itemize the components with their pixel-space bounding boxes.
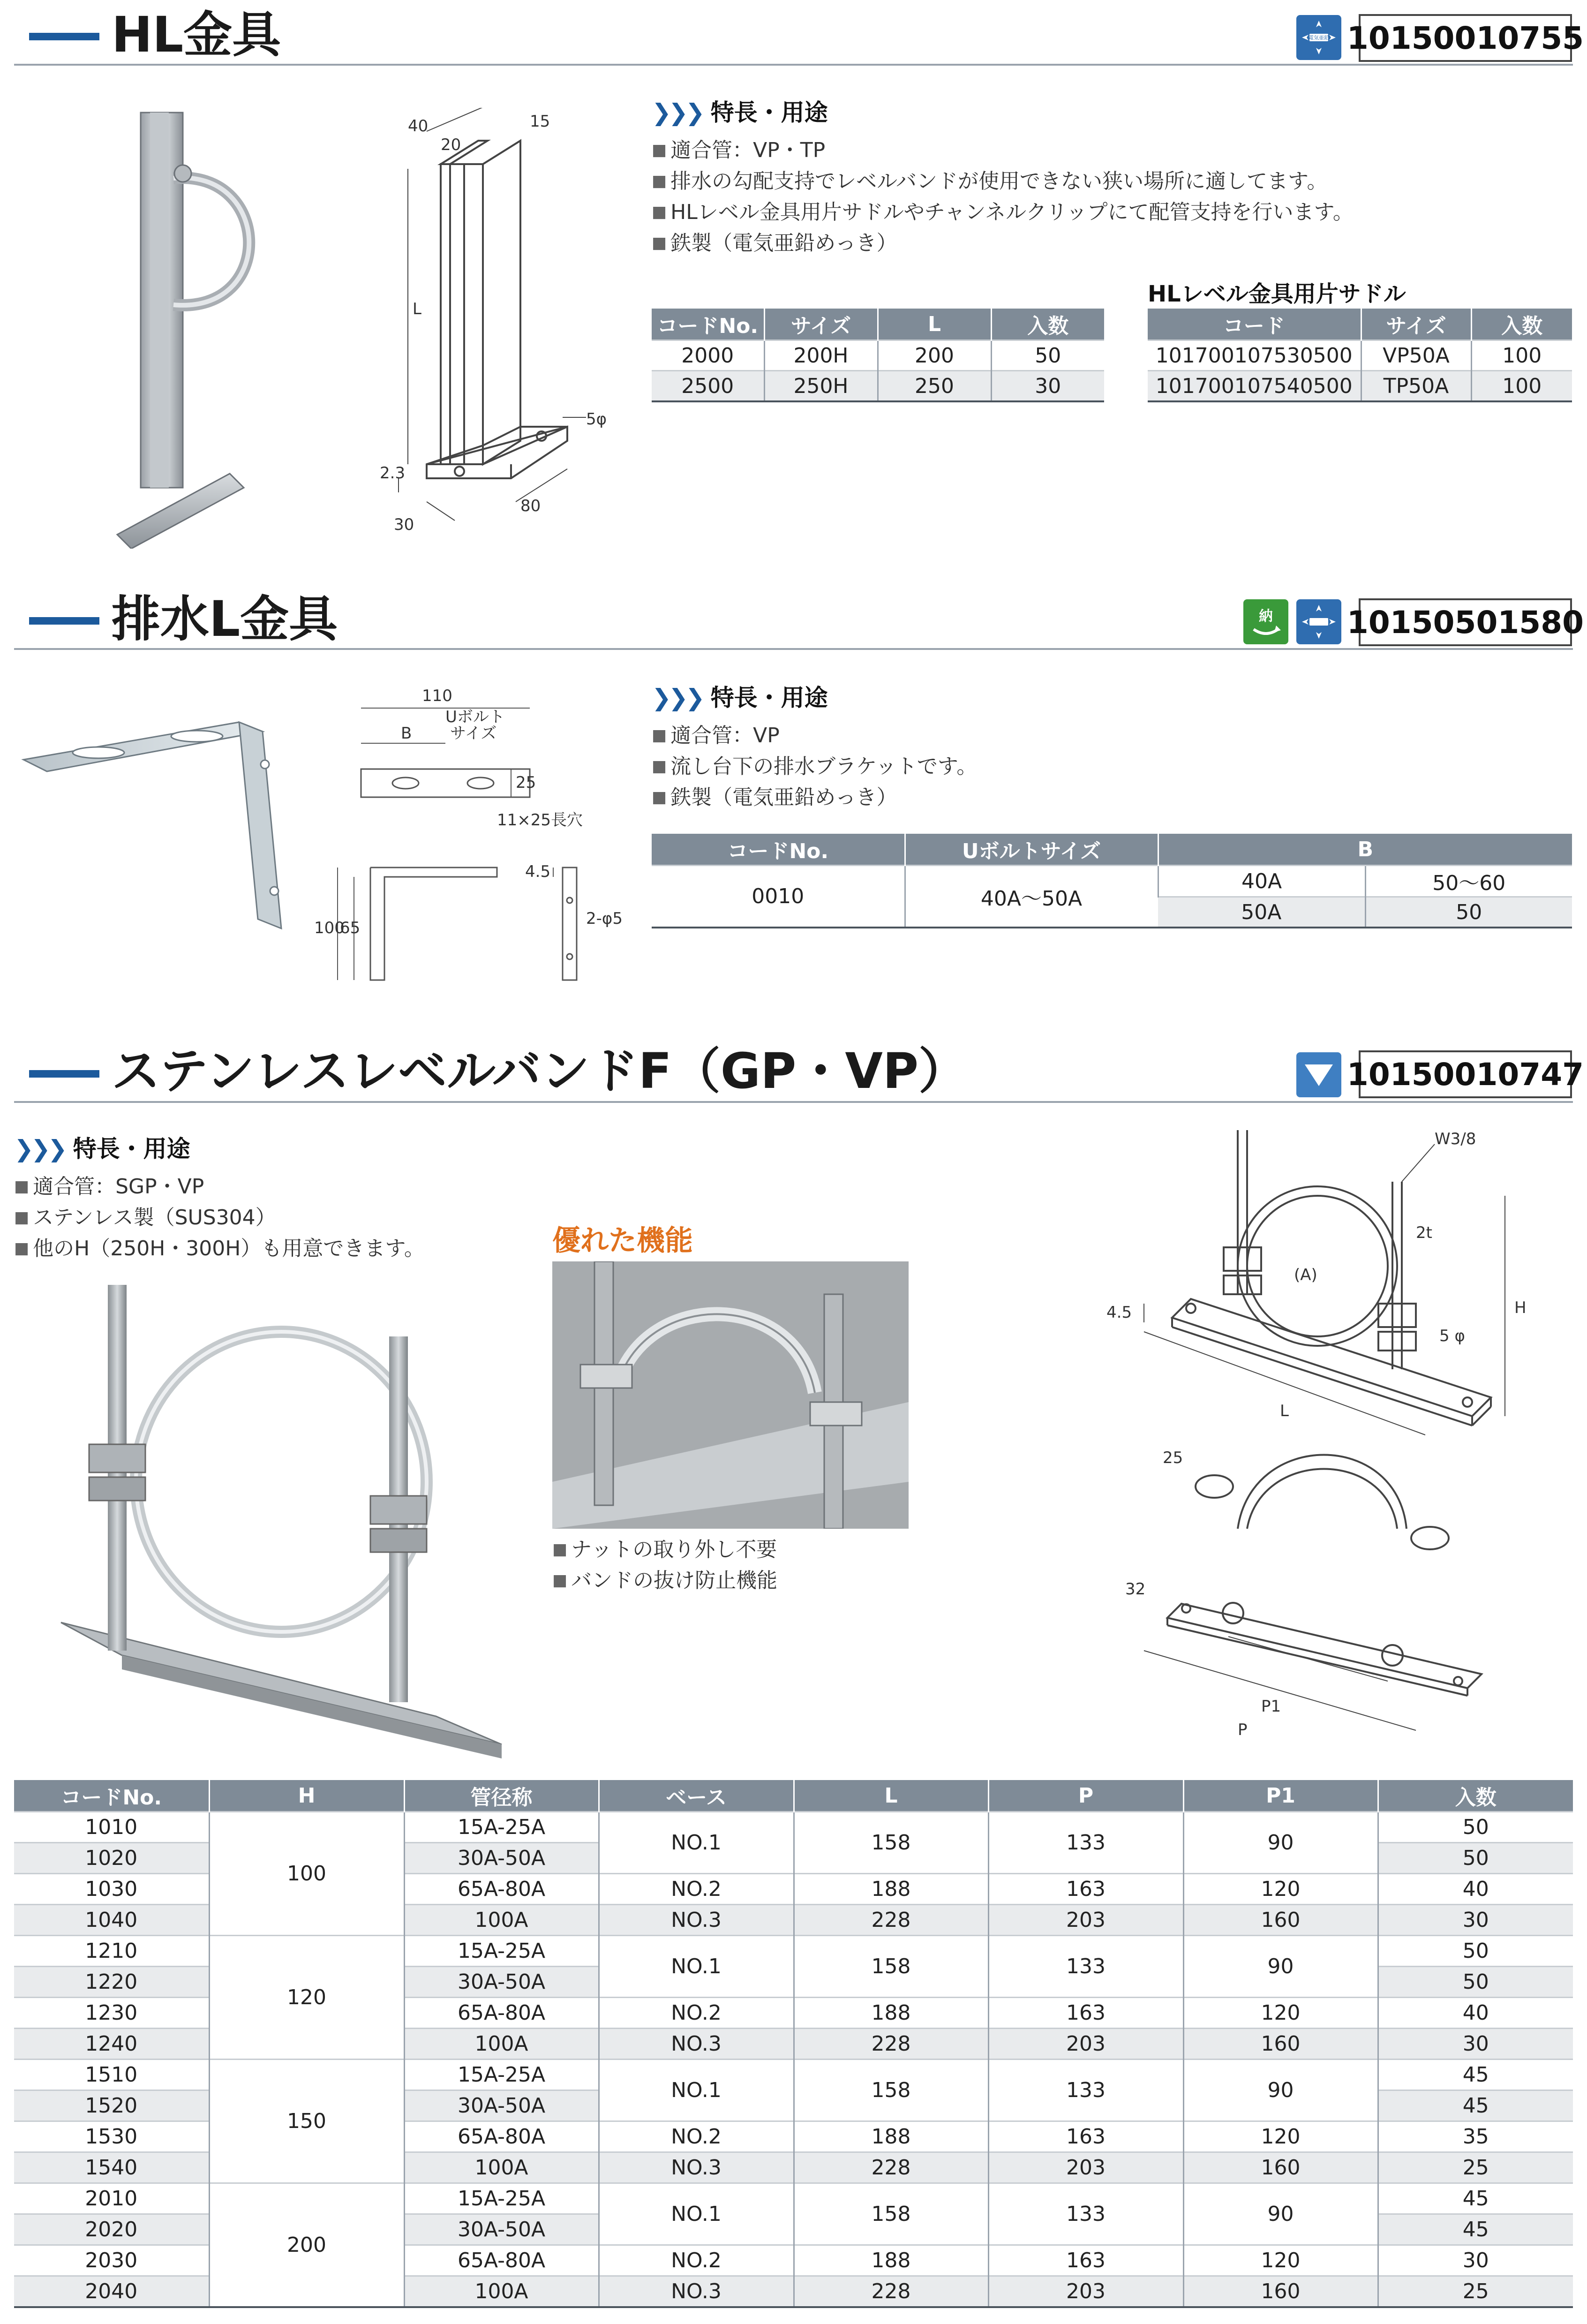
table-row: 2010 200 15A-25A NO.1 158 133 90 45 bbox=[14, 2183, 1573, 2214]
features-heading: ❯❯❯ 特長・用途 bbox=[652, 684, 828, 711]
dim-label: 30 bbox=[394, 515, 414, 534]
electro-galvanized-icon bbox=[1296, 599, 1341, 644]
col-header: L bbox=[794, 1780, 988, 1812]
table-row: 1540 100A NO.3 228 203 160 25 bbox=[14, 2152, 1573, 2183]
section-divider bbox=[14, 648, 1573, 650]
section-title: HL金具 bbox=[112, 6, 281, 63]
col-header: H bbox=[209, 1780, 404, 1812]
svg-text:納: 納 bbox=[1259, 608, 1273, 625]
section-bar bbox=[29, 33, 99, 40]
col-header: コードNo. bbox=[652, 309, 764, 340]
col-header: ベース bbox=[599, 1780, 794, 1812]
dim-label: P1 bbox=[1261, 1697, 1281, 1716]
table-row: 2020 30A-50A 45 bbox=[14, 2214, 1573, 2245]
table-row: 1230 65A-80A NO.2 188 163 120 40 bbox=[14, 1998, 1573, 2029]
level-band-spec-table bbox=[14, 1780, 1573, 2308]
chevron-icon: ❯❯❯ bbox=[14, 1135, 65, 1162]
product-code: 10150501580 bbox=[1359, 598, 1572, 646]
dim-label: Uボルト bbox=[445, 708, 505, 726]
dim-label: 4.5 bbox=[1106, 1303, 1132, 1322]
features-heading: ❯❯❯ 特長・用途 bbox=[14, 1135, 190, 1162]
table-row: 1510 150 15A-25A NO.1 158 133 90 45 bbox=[14, 2060, 1573, 2090]
feature-item: ■ 他のH（250H・300H）も用意できます。 bbox=[14, 1231, 425, 1261]
col-header: 入数 bbox=[1471, 309, 1572, 340]
col-header: L bbox=[878, 309, 991, 340]
dim-label: (A) bbox=[1294, 1266, 1317, 1284]
col-header: コードNo. bbox=[14, 1780, 209, 1812]
feature-item: ■ 適合管：VP・TP bbox=[652, 133, 825, 163]
table-row: 1530 65A-80A NO.2 188 163 120 35 bbox=[14, 2121, 1573, 2152]
table-row: 101700107530500 VP50A 100 bbox=[1148, 340, 1572, 371]
chevron-icon: ❯❯❯ bbox=[652, 684, 702, 711]
dim-label: 25 bbox=[1163, 1449, 1183, 1467]
superior-function-photo bbox=[552, 1261, 909, 1529]
table-row: 101700107540500 TP50A 100 bbox=[1148, 371, 1572, 402]
level-band-photo bbox=[52, 1266, 520, 1773]
superior-function-title: 優れた機能 bbox=[552, 1224, 693, 1257]
dim-label: 80 bbox=[520, 497, 541, 515]
col-header: サイズ bbox=[1361, 309, 1471, 340]
dim-label: L bbox=[1280, 1402, 1289, 1420]
hl-bracket-photo bbox=[103, 98, 300, 549]
dim-label: 25 bbox=[516, 773, 536, 792]
col-header: コード bbox=[1148, 309, 1361, 340]
table-row: 50A 50 bbox=[652, 897, 1572, 928]
dim-label: 2-φ5 bbox=[586, 909, 623, 928]
section-bar bbox=[29, 617, 99, 625]
spec-table bbox=[652, 309, 1104, 402]
dim-label: B bbox=[401, 724, 412, 743]
feature-item: ■ HLレベル金具用片サドルやチャンネルクリップにて配管支持を行います。 bbox=[652, 195, 1354, 225]
table-row: 1010 100 15A-25A NO.1 158 133 90 50 bbox=[14, 1812, 1573, 1843]
col-header: B bbox=[1158, 834, 1572, 866]
section-divider bbox=[14, 1101, 1573, 1103]
saddle-table-title: HLレベル金具用片サドル bbox=[1148, 281, 1406, 307]
feature-item: ■ ステンレス製（SUS304） bbox=[14, 1200, 276, 1230]
feature-item: ■ 適合管：VP bbox=[652, 718, 780, 748]
table-row: 1040 100A NO.3 228 203 160 30 bbox=[14, 1905, 1573, 1936]
superior-feature-item: ■ バンドの抜け防止機能 bbox=[552, 1563, 777, 1593]
feature-item: ■ 鉄製（電気亜鉛めっき） bbox=[652, 226, 897, 256]
l-bracket-photo bbox=[19, 713, 300, 947]
svg-text:電気亜鉛: 電気亜鉛 bbox=[1309, 35, 1329, 41]
dim-label: 40 bbox=[408, 117, 429, 136]
chevron-icon: ❯❯❯ bbox=[652, 99, 702, 126]
dim-label: 11×25長穴 bbox=[497, 811, 583, 830]
col-header: コードNo. bbox=[652, 834, 905, 866]
section-divider bbox=[14, 64, 1573, 66]
col-header: サイズ bbox=[764, 309, 878, 340]
col-header: Uボルトサイズ bbox=[905, 834, 1158, 866]
triangle-down-icon bbox=[1296, 1052, 1341, 1097]
level-band-dimension-diagram bbox=[1097, 1125, 1566, 1773]
table-row: 1520 30A-50A 45 bbox=[14, 2090, 1573, 2121]
col-header: P1 bbox=[1183, 1780, 1378, 1812]
dim-label: W3/8 bbox=[1435, 1130, 1476, 1148]
table-row: 2500 250H 250 30 bbox=[652, 371, 1104, 402]
table-row: 0010 40A～50A 40A 50～60 bbox=[652, 866, 1572, 897]
table-row: 2030 65A-80A NO.2 188 163 120 30 bbox=[14, 2245, 1573, 2276]
table-row: 1220 30A-50A 50 bbox=[14, 1967, 1573, 1998]
dim-label: サイズ bbox=[450, 724, 497, 743]
table-row: 2040 100A NO.3 228 203 160 25 bbox=[14, 2276, 1573, 2308]
dim-label: P bbox=[1238, 1720, 1248, 1739]
dim-label: L bbox=[413, 300, 421, 318]
product-code: 10150010747 bbox=[1359, 1050, 1572, 1098]
dim-label: 100 bbox=[314, 919, 345, 937]
table-row: 1030 65A-80A NO.2 188 163 120 40 bbox=[14, 1874, 1573, 1905]
col-header: 入数 bbox=[1378, 1780, 1573, 1812]
hl-bracket-dimension-diagram bbox=[380, 108, 624, 539]
table-row: 2000 200H 200 50 bbox=[652, 340, 1104, 371]
dim-label: 5φ bbox=[586, 410, 607, 429]
feature-item: ■ 排水の勾配支持でレベルバンドが使用できない狭い場所に適してます。 bbox=[652, 164, 1328, 194]
feature-item: ■ 流し台下の排水ブラケットです。 bbox=[652, 749, 977, 779]
section-title: ステンレスレベルバンドF（GP・VP） bbox=[112, 1042, 968, 1100]
electro-galvanized-icon bbox=[1296, 15, 1341, 60]
dim-label: 4.5 bbox=[525, 862, 551, 881]
l-bracket-dimension-diagram bbox=[309, 680, 638, 999]
dim-label: 2.3 bbox=[380, 464, 406, 483]
dim-label: 32 bbox=[1125, 1580, 1146, 1599]
dim-label: 20 bbox=[441, 136, 461, 154]
section-bar bbox=[29, 1070, 99, 1078]
section-title: 排水L金具 bbox=[112, 590, 338, 648]
col-header: P bbox=[988, 1780, 1183, 1812]
spec-table bbox=[652, 834, 1572, 928]
dim-label: 65 bbox=[340, 919, 361, 937]
saddle-table bbox=[1148, 309, 1572, 402]
dim-label: 5 φ bbox=[1439, 1327, 1465, 1345]
col-header: 入数 bbox=[991, 309, 1104, 340]
product-code: 10150010755 bbox=[1359, 14, 1572, 62]
dim-label: 15 bbox=[530, 112, 550, 131]
features-heading: ❯❯❯ 特長・用途 bbox=[652, 99, 828, 126]
table-row: 1020 30A-50A 50 bbox=[14, 1843, 1573, 1874]
table-row: 1210 120 15A-25A NO.1 158 133 90 50 bbox=[14, 1936, 1573, 1967]
delivery-icon bbox=[1243, 599, 1288, 644]
dim-label: 110 bbox=[422, 687, 452, 705]
col-header: 管径称 bbox=[404, 1780, 599, 1812]
dim-label: H bbox=[1514, 1298, 1527, 1317]
table-row: 1240 100A NO.3 228 203 160 30 bbox=[14, 2029, 1573, 2060]
superior-feature-item: ■ ナットの取り外し不要 bbox=[552, 1532, 777, 1562]
feature-item: ■ 適合管：SGP・VP bbox=[14, 1170, 204, 1200]
feature-item: ■ 鉄製（電気亜鉛めっき） bbox=[652, 780, 897, 810]
dim-label: 2t bbox=[1416, 1223, 1432, 1242]
